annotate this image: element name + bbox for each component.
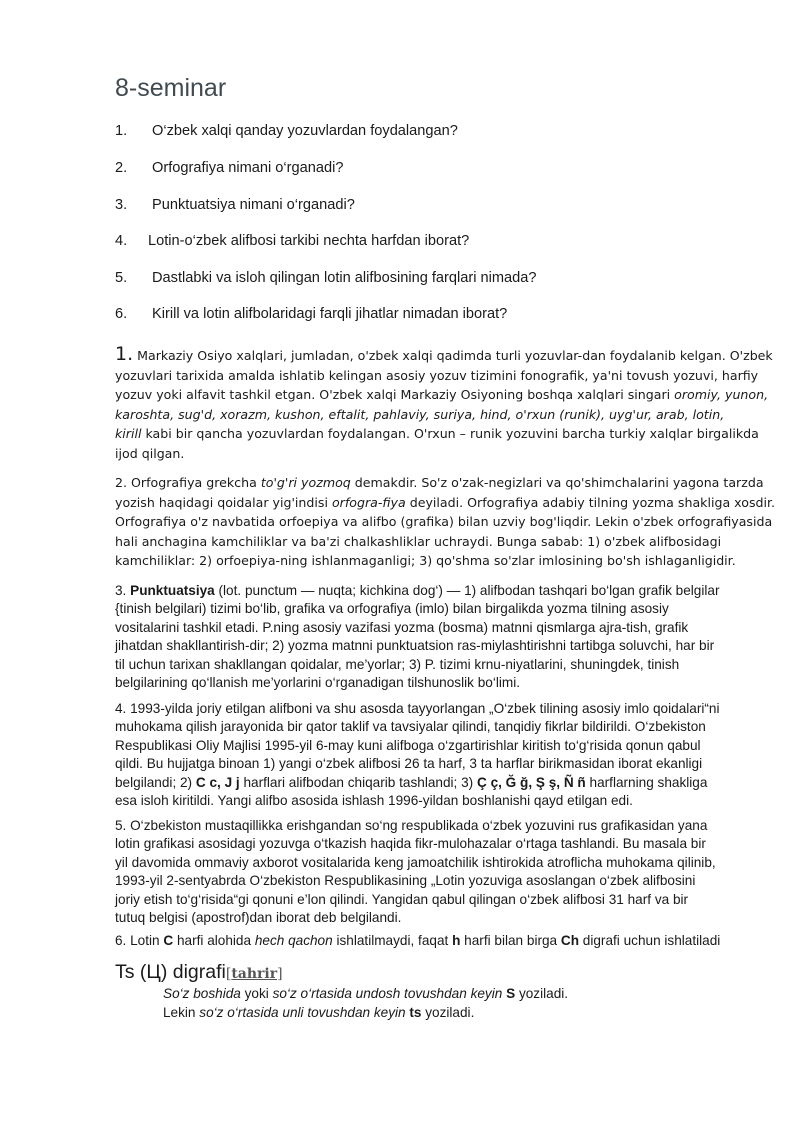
answer-text: harfi alohida [173, 933, 255, 948]
section-text: yoki [240, 986, 273, 1001]
answer-text: qildi. Bu hujjatga binoan 1) yangi o‘zbek alifbosi 26 ta harf, 3 ta harflar birikmasidan iborat ekanligi [115, 756, 703, 772]
section-text: Lekin [163, 1005, 200, 1020]
question-text: Dastlabki va isloh qilingan lotin alifbosining farqlari nimada? [152, 270, 537, 286]
answer-number: 1. [115, 343, 134, 365]
section-bold: S [506, 986, 516, 1001]
answer-text: vositalarini tashkil etadi. P.ning asosiy vazifasi yozma (bosma) matnni qismlarga ajra-tish, grafik [115, 619, 689, 635]
answer-1-paragraph [115, 343, 773, 464]
question-4 [115, 233, 469, 249]
answer-text: (lot. punctum — nuqta; kichkina dog‘) — 1) alifbodan tashqari bo‘lgan grafik belgilar [214, 583, 720, 598]
answer-text: esa isloh kiritildi. Yangi alifbo asosida ishlash 1996-yildan boshlanishi qayd etilgan edi. [115, 793, 633, 809]
answer-text: tutuq belgisi (apostrof)dan iborat deb belgilandi. [115, 910, 402, 926]
question-5 [115, 270, 537, 286]
answer-text: muhokama qilish jarayonida bir qator taklif va tavsiyalar qilindi, tanqidiy fikrlar bildirildi. O‘zbekiston [115, 719, 706, 735]
question-number: 6. [115, 306, 128, 322]
answer-bold: C [163, 933, 174, 948]
answer-text: {tinish belgilari) tizimi bo‘lib, grafika va orfografiya (imlo) bilan birgalikda yozma tilning asosiy [115, 601, 669, 617]
answer-italic: kirill [115, 426, 142, 442]
answer-text: yozuvlari tarixida amalda ishlatib kelingan asosiy yozuv tizimini fonografik, ya'ni tovush yozuvi, harfiy [115, 367, 759, 383]
answer-4-paragraph [115, 700, 755, 810]
question-text: Kirill va lotin alifbolaridagi farqli jihatlar nimadan iborat? [152, 306, 508, 322]
answer-text: 5. O‘zbekiston mustaqillikka erishgandan so‘ng respublikada o‘zbek yozuvini rus grafikasidan yana [115, 818, 708, 833]
question-text: O‘zbek xalqi qanday yozuvlardan foydalangan? [152, 123, 458, 139]
answer-text: kabi bir qancha yozuvlardan foydalangan. O'rxun – runik yozuvini barcha turkiy xalqlar birgalikda [141, 426, 759, 442]
question-number: 2. [115, 160, 128, 176]
edit-link[interactable]: tahrir [231, 966, 278, 982]
answer-text: deyiladi. Orfografiya adabiy tilning yozma shakliga xosdir. [405, 494, 776, 510]
section-line-1 [163, 986, 568, 1001]
question-number: 5. [115, 270, 128, 286]
answer-text: ijod qilgan. [115, 445, 185, 461]
answer-2-paragraph [115, 473, 776, 571]
answer-bold: Ch [560, 933, 580, 948]
answer-italic: orfogra-fiya [331, 494, 406, 510]
section-text: yoziladi. [421, 1005, 475, 1020]
answer-italic: to'g'ri yozmoq [260, 475, 351, 490]
question-2 [115, 160, 343, 176]
answer-text: harflari alifbodan chiqarib tashlandi; 3) [239, 774, 477, 790]
answer-text: belgilarining qo‘llanish me’yorlarini o‘rganadigan tilshunoslik bo‘limi. [115, 675, 521, 691]
answer-5-paragraph [115, 817, 755, 927]
answer-3-paragraph [115, 582, 755, 692]
answer-bold: C c, Ј ј [195, 774, 240, 790]
answer-text: Orfografiya o'z navbatida orfoepiya va alifbo (grafika) bilan uzviy bog'liqdir. Lekin o'zbek orfografiyasida [115, 514, 773, 530]
question-text: Punktuatsiya nimani o‘rganadi? [152, 197, 355, 213]
answer-bold: h [452, 933, 461, 948]
answer-bold: Punktuatsiya [130, 583, 215, 598]
answer-text: 1993-yil 2-sentyabrda O‘zbekiston Respublikasining „Lotin yozuviga asoslangan o‘zbek alifbosini [115, 873, 696, 889]
answer-text: 6. Lotin [115, 933, 164, 948]
answer-text: harfi bilan birga [460, 933, 561, 948]
answer-text: digrafi uchun ishlatiladi [579, 933, 721, 948]
answer-text: 4. 1993-yilda joriy etilgan alifboni va shu asosda tayyorlangan „O‘zbek tilining asosiy imlo qoidalari“ni [115, 701, 720, 716]
answer-text: ishlatilmaydi, faqat [332, 933, 453, 948]
answer-text: hali anchagina kamchiliklar va ba'zi chalkashliklar uchraydi. Bunga sabab: 1) o'zbek alifbosidagi [115, 533, 722, 549]
answer-bold: Ç ç, Ğ ğ, Ş ş, Ñ ñ [476, 774, 586, 790]
answer-text: 2. Orfografiya grekcha [115, 475, 261, 490]
answer-italic: karoshta, sug'd, xorazm, kushon, eftalit, pahlaviy, suriya, hind, o'rxun (runik), uyg'ur, arab, lotin, [115, 406, 725, 422]
answer-text: demakdir. So'z o'zak-negizlari va qo'shimchalarini yagona tarzda [350, 475, 764, 490]
answer-text: belgilandi; 2) [115, 774, 196, 790]
answer-text: jihatdan shakllantirish-dir; 2) yozma matnni punktuatsion ras-miylashtirishni tartibga soluvchi, har bir [115, 638, 715, 654]
section-bold: ts [409, 1005, 422, 1020]
answer-italic: oromiy, yunon, [674, 387, 769, 403]
section-italic: so‘z o‘rtasida undosh tovushdan keyin [272, 986, 503, 1001]
page-title: 8-seminar [115, 74, 227, 102]
answer-text: kamchiliklar: 2) orfoepiya-ning ishlanmaganligi; 3) qo'shma so'zlar imlosining bo'sh ishlaganligidir. [115, 553, 736, 569]
section-heading-text: Ts (Ц) digrafi [115, 961, 226, 983]
question-number: 1. [115, 123, 128, 139]
edit-bracket-open: [ [225, 966, 232, 982]
answer-text: lotin grafikasi asosidagi yozuvga o‘tkazish haqida fikr-mulohazalar o‘rtaga tashlandi. Bu masala bir [115, 836, 706, 852]
section-line-2 [163, 1005, 474, 1020]
section-italic: so‘z o‘rtasida unli tovushdan keyin [199, 1005, 406, 1020]
question-text: Orfografiya nimani o‘rganadi? [152, 160, 344, 176]
answer-text: Markaziy Osiyo xalqlari, jumladan, o'zbek xalqi qadimda turli yozuvlar-dan foydalanib kelgan. O'zbek [133, 348, 773, 363]
answer-italic: hech qachon [254, 933, 333, 948]
edit-bracket-close: ] [277, 966, 283, 982]
answer-text: joriy etish to‘g‘risida“gi qonuni e’lon qilindi. Yangidan qabul qilingan o‘zbek alifbosi 31 harf va bir [115, 891, 689, 907]
answer-text: yozuv yoki alfavit tashkil etgan. O'zbek xalqi Markaziy Osiyoning boshqa xalqlari singari [115, 387, 675, 403]
answer-text: til uchun tarixan shakllangan qoidalar, me’yorlar; 3) P. tizimi krnu-niyatlarini, shuningdek, tinish [115, 656, 680, 672]
question-number: 4. [115, 233, 128, 249]
answer-6-paragraph [115, 932, 755, 950]
answer-text: yil davomida ommaviy axborot vositalarida keng jamoatchilik ishtirokida atroflicha muhokama qilinib, [115, 854, 716, 870]
question-6 [115, 306, 507, 322]
question-3 [115, 197, 355, 213]
question-number: 3. [115, 197, 128, 213]
section-text: yoziladi. [515, 986, 569, 1001]
answer-text: yozish haqidagi qoidalar yig'indisi [115, 494, 332, 510]
answer-text: harflarning shakliga [585, 774, 708, 790]
question-1 [115, 123, 458, 139]
section-italic: So‘z boshida [163, 986, 241, 1001]
answer-number: 3. [115, 583, 131, 598]
answer-text: Respublikasi Oliy Majlisi 1995-yil 6-may kuni alifboga o‘zgartirishlar kiritish to‘g‘risida qonun qabul [115, 737, 701, 753]
section-heading [115, 961, 283, 984]
question-text: Lotin-o‘zbek alifbosi tarkibi nechta harfdan iborat? [148, 233, 470, 249]
